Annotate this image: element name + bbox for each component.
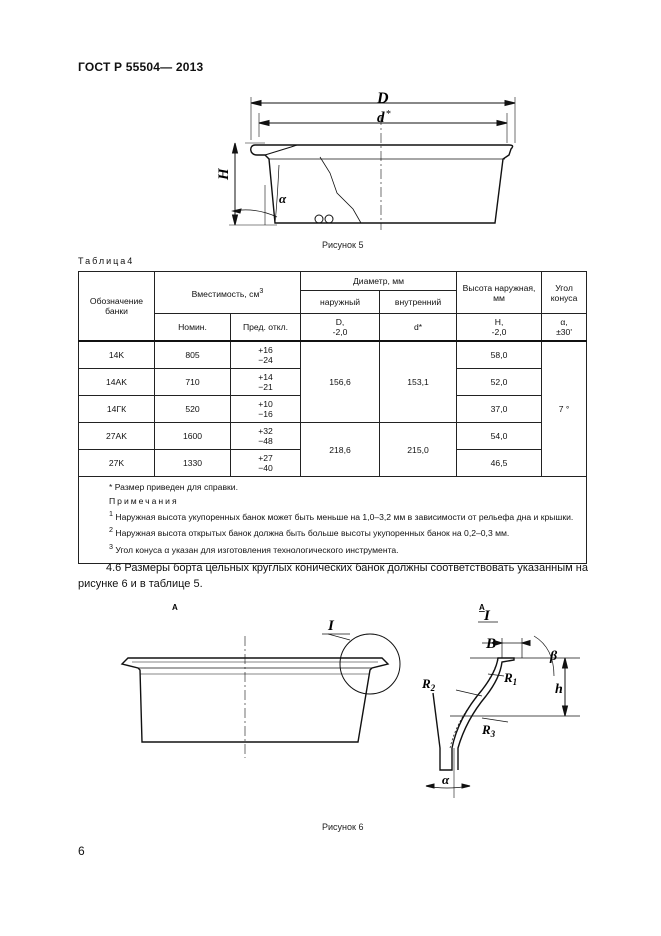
row-height: 37,0 <box>457 396 542 423</box>
row-nominal: 1600 <box>155 423 231 450</box>
dim-label-d-star: * <box>386 109 391 120</box>
detail-label-I: I <box>328 618 334 634</box>
view-label-A: А <box>172 603 178 612</box>
dim-label-h: h <box>555 682 563 697</box>
figure-6-caption: Рисунок 6 <box>322 822 364 832</box>
angle-value: 7 ° <box>542 341 587 477</box>
header-inner: внутренний <box>380 291 457 314</box>
row-name: 27K <box>79 450 155 477</box>
dim-label-R3: $R_3$ <box>482 722 496 739</box>
table-row <box>79 341 587 369</box>
row-deviation: +10 −16 <box>231 396 301 423</box>
table-notes <box>79 477 587 564</box>
row-name: 14ГК <box>79 396 155 423</box>
view-label-A-detail: А <box>479 603 485 612</box>
figure-6-drawing <box>110 598 590 803</box>
figure-5-drawing <box>205 85 535 230</box>
table-4 <box>78 271 587 564</box>
header-height: Высота наружная, мм <box>457 272 542 314</box>
header-deviation: Пред. откл. <box>231 314 301 342</box>
row-deviation: +14 −21 <box>231 369 301 396</box>
row-deviation: +27 −40 <box>231 450 301 477</box>
figure-5-caption: Рисунок 5 <box>322 240 364 250</box>
dim-label-H: H <box>216 168 232 180</box>
group1-inner: 153,1 <box>380 341 457 423</box>
row-name: 14AK <box>79 369 155 396</box>
row-height: 54,0 <box>457 423 542 450</box>
row-height: 52,0 <box>457 369 542 396</box>
row-height: 58,0 <box>457 341 542 369</box>
document-header: ГОСТ Р 55504— 2013 <box>78 60 204 74</box>
dim-label-alpha: α <box>279 191 287 206</box>
header-angle: Угол конуса <box>542 272 587 314</box>
header-D-tolerance: D, -2,0 <box>301 314 380 342</box>
header-diameter: Диаметр, мм <box>301 272 457 291</box>
row-nominal: 805 <box>155 341 231 369</box>
header-H-tolerance: H, -2,0 <box>457 314 542 342</box>
group2-inner: 215,0 <box>380 423 457 477</box>
group2-outer: 218,6 <box>301 423 380 477</box>
dim-label-R1: $R_1$ <box>504 670 518 687</box>
group1-outer: 156,6 <box>301 341 380 423</box>
row-nominal: 710 <box>155 369 231 396</box>
row-height: 46,5 <box>457 450 542 477</box>
dim-label-D: D <box>377 90 389 107</box>
page-number: 6 <box>78 844 85 858</box>
footnote: * Размер приведен для справки. <box>109 482 238 492</box>
row-name: 27AK <box>79 423 155 450</box>
row-deviation: +16 −24 <box>231 341 301 369</box>
notes-heading: Примечания <box>109 495 179 506</box>
header-alpha-tolerance: α, ±30' <box>542 314 587 342</box>
header-nominal: Номин. <box>155 314 231 342</box>
row-nominal: 520 <box>155 396 231 423</box>
table-row <box>79 423 587 450</box>
header-outer: наружный <box>301 291 380 314</box>
dim-label-B: B <box>486 636 497 652</box>
row-deviation: +32 −48 <box>231 423 301 450</box>
header-designation: Обозначение банки <box>79 272 155 342</box>
row-name: 14K <box>79 341 155 369</box>
row-nominal: 1330 <box>155 450 231 477</box>
note-2: $^2$ Наружная высота открытых банок должна быть больше высоты укупоренных банок на 0,2–0,3 мм. <box>109 526 510 539</box>
header-d-tolerance: d* <box>380 314 457 342</box>
dim-label-d: d <box>377 110 385 126</box>
note-1: $^1$ Наружная высота укупоренных банок может быть меньше на 1,0–3,2 мм в зависимости от рельефа дна и крышки. <box>109 510 574 522</box>
table-label: Таблица4 <box>78 256 135 266</box>
note-3: $^3$ Угол конуса α указан для изготовления технологического инструмента. <box>109 542 399 555</box>
header-capacity: Вместимость, $см^3$ <box>155 272 301 314</box>
dim-label-beta: β <box>550 649 558 664</box>
detail-label-I-view: I <box>484 608 490 624</box>
dim-label-R2: $R_2$ <box>422 676 436 693</box>
dim-label-alpha-6: α <box>442 772 450 787</box>
paragraph-4-6: 4.6 Размеры борта цельных круглых конических банок должны соответствовать указанным на рисунке 6 и в таблице 5. <box>78 562 588 590</box>
